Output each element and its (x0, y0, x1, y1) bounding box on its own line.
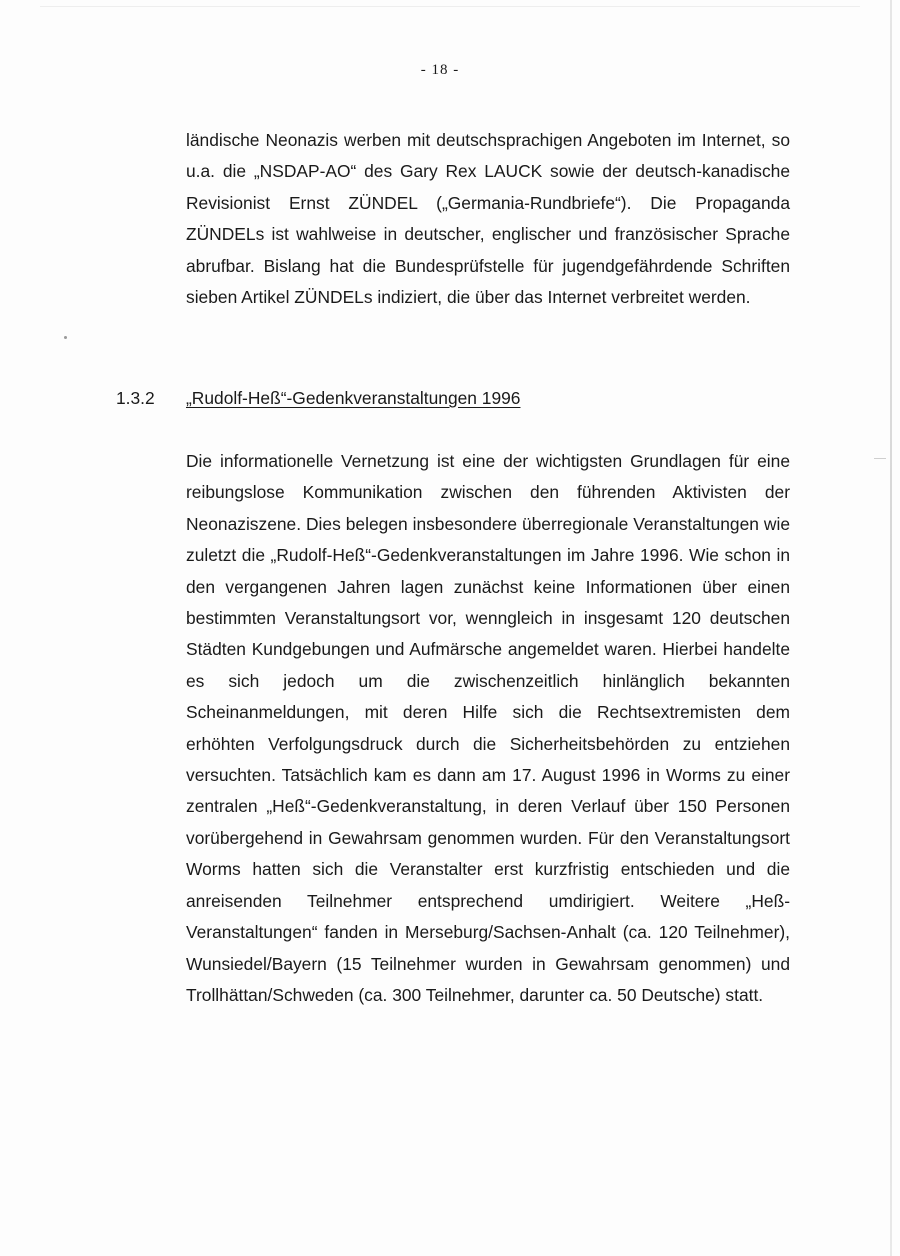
scan-edge-top (40, 6, 860, 7)
page-number: - 18 - (420, 62, 460, 78)
scan-edge-right (890, 0, 892, 1256)
section-number: 1.3.2 (116, 388, 155, 408)
scan-speck (64, 336, 67, 339)
section-title: „Rudolf-Heß“-Gedenkveranstaltungen 1996 (186, 388, 521, 408)
section-body-paragraph: Die informationelle Vernetzung ist eine der wichtigsten Grundlagen für eine reibungslose Kommunikation zwischen den führenden Aktivisten der Neonaziszene. Dies belegen insbesondere überregionale Veranstaltungen wie zuletzt die „Rudolf-Heß“-Gedenkveranstaltungen im Jahre 1996. Wie schon in den vergangenen Jahren lagen zunächst keine Informationen über einen bestimmten Veranstaltungsort vor, wenngleich in insgesamt 120 deutschen Städten Kundgebungen und Aufmärsche angemeldet waren. Hierbei handelte es sich jedoch um die zwischenzeitlich hinlänglich bekannten Scheinanmeldungen, mit deren Hilfe sich die Rechtsextremisten dem erhöhten Verfolgungsdruck durch die Sicherheitsbehörden zu entziehen versuchten. Tatsächlich kam es dann am 17. August 1996 in Worms zu einer zentralen „Heß“-Gedenkveranstaltung, in deren Verlauf über 150 Personen vorübergehend in Gewahrsam genommen wurden. Für den Veranstaltungsort Worms hatten sich die Veranstalter erst kurzfristig entschieden und die anreisenden Teilnehmer entsprechend umdirigiert. Weitere „Heß-Veranstaltungen“ fanden in Merseburg/Sachsen-Anhalt (ca. 120 Teilnehmer), Wunsiedel/Bayern (15 Teilnehmer wurden in Gewahrsam genommen) und Trollhättan/Schweden (ca. 300 Teilnehmer, darunter ca. 50 Deutsche) statt. (186, 451, 790, 1005)
section-heading (116, 383, 520, 414)
intro-paragraph: ländische Neonazis werben mit deutschsprachigen Angeboten im Internet, so u.a. die „NSDAP-AO“ des Gary Rex LAUCK sowie der deutsch-kanadische Revisionist Ernst ZÜNDEL („Germania-Rundbriefe“). Die Propaganda ZÜNDELs ist wahlweise in deutscher, englischer und französischer Sprache abrufbar. Bislang hat die Bundesprüfstelle für jugendgefährdende Schriften sieben Artikel ZÜNDELs indiziert, die über das Internet verbreitet werden. (186, 130, 790, 308)
scan-mark (874, 458, 886, 459)
